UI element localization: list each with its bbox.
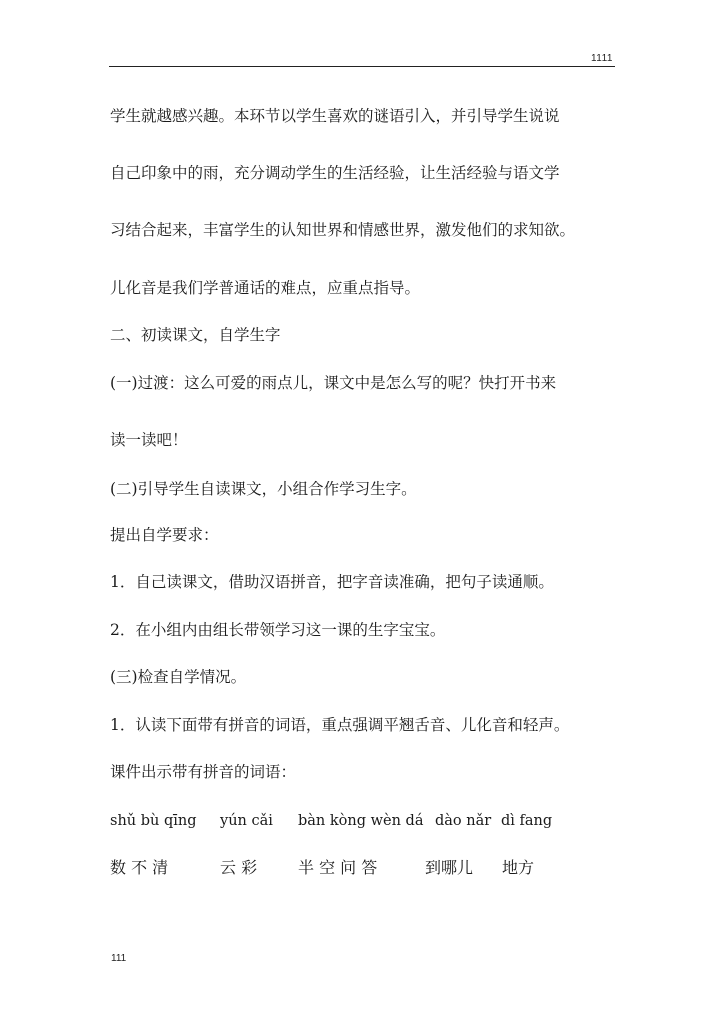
body-line-12: (三)检查自学情况。 (110, 668, 247, 686)
section-heading: 二、初读课文，自学生字 (110, 326, 281, 344)
header-page-number: 1111 (590, 53, 613, 64)
body-line-7: 读一读吧！ (110, 431, 188, 449)
pinyin-word: yún cǎi (220, 813, 273, 829)
pinyin-word: dào nǎr (435, 813, 492, 829)
pinyin-word: shǔ bù qīng (110, 813, 197, 829)
body-line-10: 1．自己读课文，借助汉语拼音，把字音读准确，把句子读通顺。 (110, 573, 554, 591)
hanzi-word: 到哪儿 (425, 858, 474, 877)
header-rule (109, 66, 615, 67)
body-line-2: 自己印象中的雨，充分调动学生的生活经验，让生活经验与语文学 (110, 164, 560, 182)
body-line-11: 2．在小组内由组长带领学习这一课的生字宝宝。 (110, 621, 446, 639)
pinyin-word: bàn kòng wèn dá (298, 813, 424, 829)
body-line-13: 1．认读下面带有拼音的词语，重点强调平翘舌音、儿化音和轻声。 (110, 716, 570, 734)
body-line-9: 提出自学要求： (110, 526, 219, 544)
body-line-14: 课件出示带有拼音的词语： (110, 763, 297, 781)
body-line-4: 儿化音是我们学普通话的难点，应重点指导。 (110, 279, 421, 297)
pinyin-word: dì fang (501, 813, 553, 829)
hanzi-word: 云 彩 (220, 858, 258, 877)
hanzi-word: 半 空 问 答 (298, 858, 378, 877)
footer-page-number: 111 (111, 953, 127, 964)
body-line-8: (二)引导学生自读课文，小组合作学习生字。 (110, 480, 417, 498)
body-line-1: 学生就越感兴趣。本环节以学生喜欢的谜语引入，并引导学生说说 (110, 107, 560, 125)
hanzi-word: 数 不 清 (110, 858, 169, 877)
body-line-6: (一)过渡：这么可爱的雨点儿，课文中是怎么写的呢？快打开书来 (110, 374, 557, 392)
hanzi-word: 地方 (502, 858, 535, 877)
body-line-3: 习结合起来，丰富学生的认知世界和情感世界，激发他们的求知欲。 (110, 221, 576, 239)
